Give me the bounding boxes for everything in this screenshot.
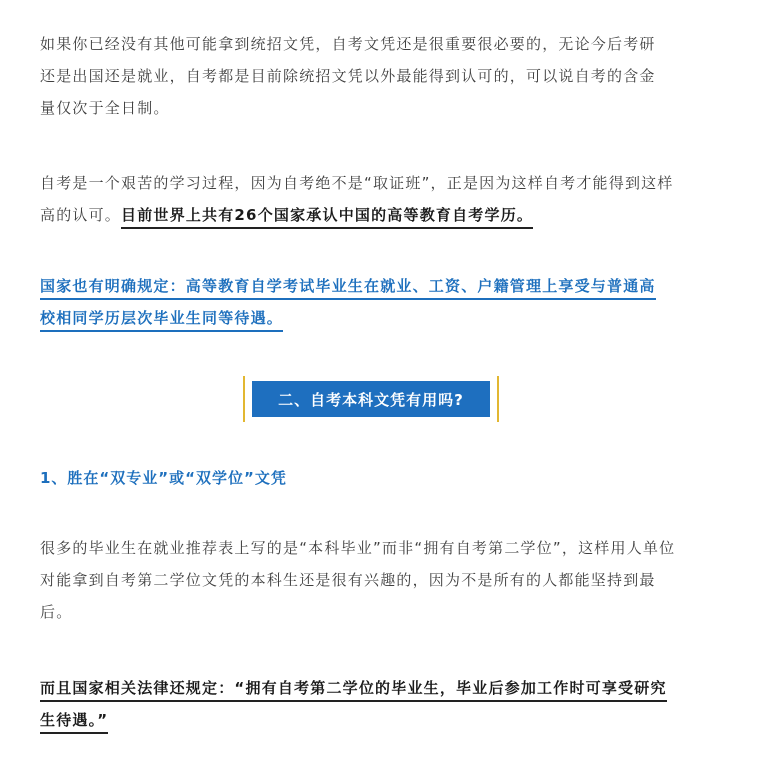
paragraph-5-emphasis	[40, 672, 710, 736]
section-title: 二、自考本科文凭有用吗?	[252, 381, 490, 417]
paragraph-line: 量仅次于全日制。	[40, 99, 170, 117]
paragraph-2	[40, 167, 710, 231]
paragraph-line	[40, 270, 710, 302]
paragraph-1	[40, 28, 710, 124]
paragraph-line: 后。	[40, 603, 73, 621]
paragraph-line	[40, 302, 710, 334]
paragraph-3-emphasis	[40, 270, 710, 334]
section-title-frame	[243, 376, 499, 422]
emphasis-underline-text: 生待遇。”	[40, 711, 108, 734]
paragraph-line: 对能拿到自考第二学位文凭的本科生还是很有兴趣的，因为不是所有的人都能坚持到最	[40, 571, 656, 589]
blue-emphasis-text: 校相同学历层次毕业生同等待遇。	[40, 309, 283, 332]
blue-emphasis-text: 国家也有明确规定：高等教育自学考试毕业生在就业、工资、户籍管理上享受与普通高	[40, 277, 656, 300]
paragraph-line	[40, 704, 710, 736]
paragraph-line	[40, 672, 710, 704]
paragraph-line: 还是出国还是就业，自考都是目前除统招文凭以外最能得到认可的，可以说自考的含金	[40, 67, 656, 85]
paragraph-line: 如果你已经没有其他可能拿到统招文凭，自考文凭还是很重要很必要的，无论今后考研	[40, 35, 656, 53]
paragraph-4	[40, 532, 710, 628]
paragraph-line: 自考是一个艰苦的学习过程，因为自考绝不是“取证班”，正是因为这样自考才能得到这样	[40, 174, 674, 192]
emphasis-underline-text: 目前世界上共有26个国家承认中国的高等教育自考学历。	[121, 206, 533, 229]
paragraph-line	[40, 199, 710, 231]
subsection-heading: 1、胜在“双专业”或“双学位”文凭	[40, 469, 287, 487]
paragraph-line: 很多的毕业生在就业推荐表上写的是“本科毕业”而非“拥有自考第二学位”，这样用人单位	[40, 539, 676, 557]
emphasis-underline-text: 而且国家相关法律还规定：“拥有自考第二学位的毕业生，毕业后参加工作时可享受研究	[40, 679, 667, 702]
paragraph-text: 高的认可。	[40, 206, 122, 224]
